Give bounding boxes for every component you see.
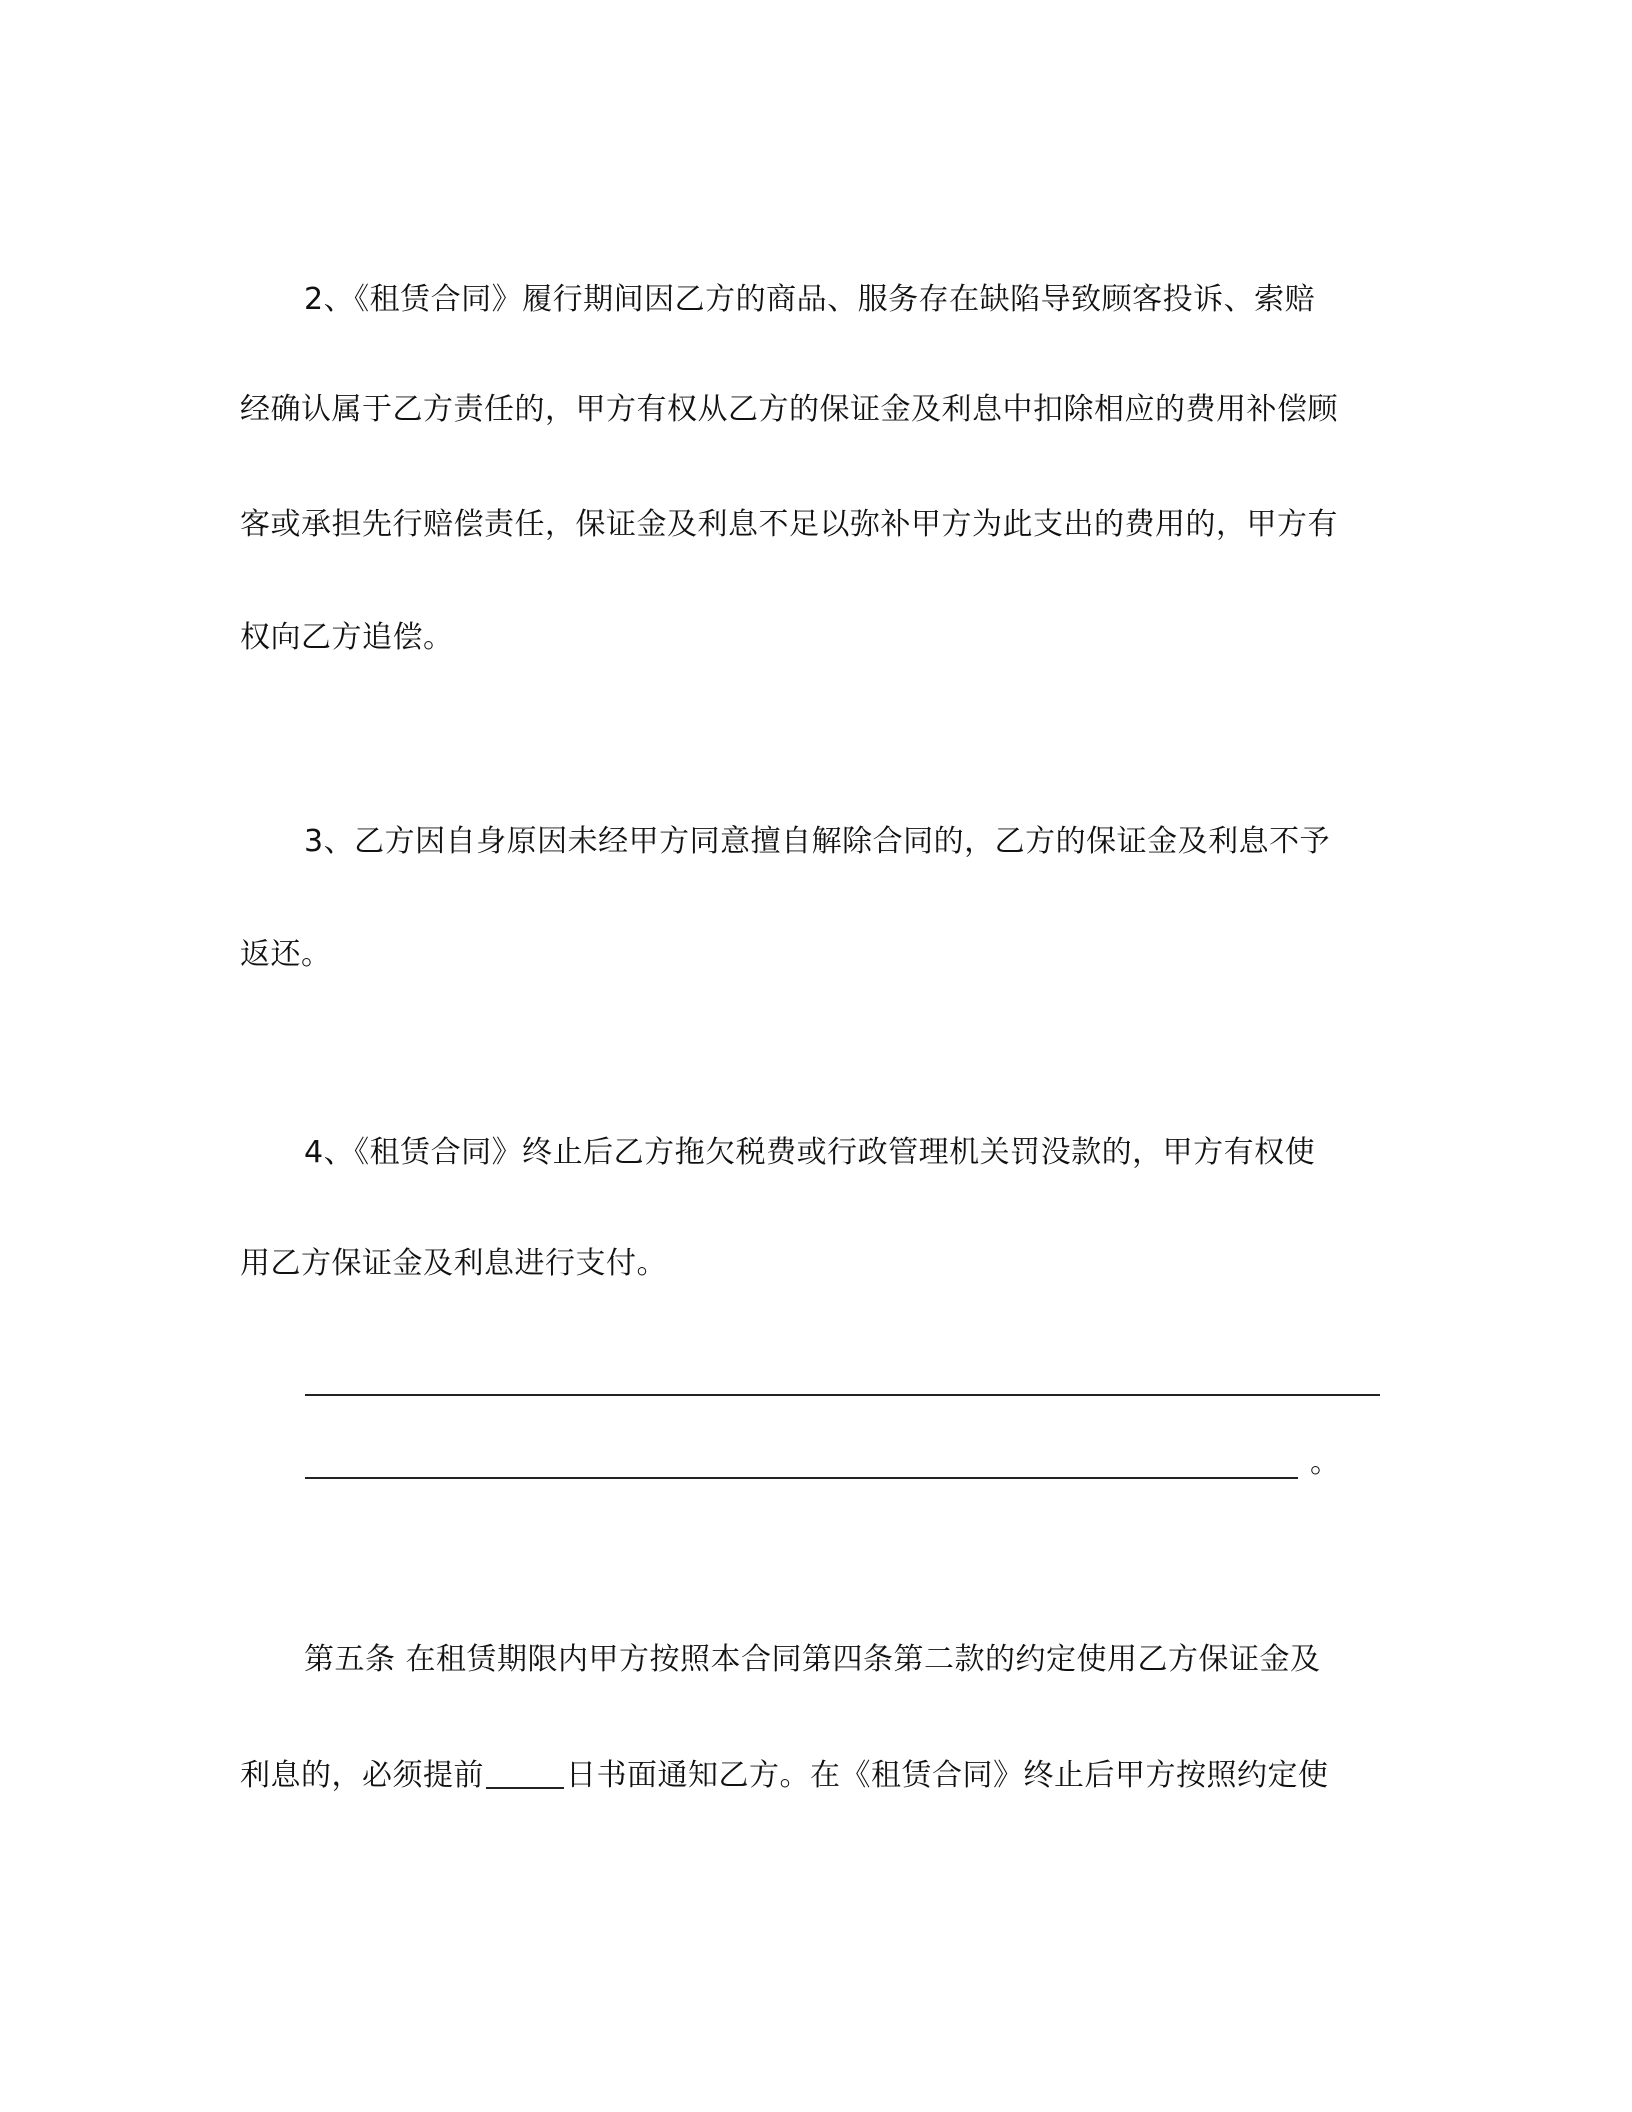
fill-in-rule-1 <box>305 1394 1380 1396</box>
clause-2-line-2: 经确认属于乙方责任的，甲方有权从乙方的保证金及利息中扣除相应的费用补偿顾 <box>240 392 1338 427</box>
clause-2-line-3: 客或承担先行赔偿责任，保证金及利息不足以弥补甲方为此支出的费用的，甲方有 <box>240 507 1338 542</box>
fill-in-rule-2 <box>305 1477 1298 1479</box>
article-5-line-2 <box>240 1753 1392 1796</box>
clause-2-line-1: 2、《租赁合同》履行期间因乙方的商品、服务存在缺陷导致顾客投诉、索赔 <box>304 282 1316 317</box>
clause-4-line-1: 4、《租赁合同》终止后乙方拖欠税费或行政管理机关罚没款的，甲方有权使 <box>304 1135 1316 1170</box>
clause-3-line-2: 返还。 <box>240 937 332 972</box>
article-5-line-2-before: 利息的，必须提前 <box>240 1758 484 1793</box>
days-blank-field[interactable] <box>486 1753 564 1789</box>
clause-4-line-2: 用乙方保证金及利息进行支付。 <box>240 1246 667 1281</box>
clause-2-line-4: 权向乙方追偿。 <box>240 620 454 655</box>
clause-3-line-1: 3、乙方因自身原因未经甲方同意擅自解除合同的，乙方的保证金及利息不予 <box>304 824 1331 859</box>
article-5-line-2-after: 日书面通知乙方。在《租赁合同》终止后甲方按照约定使 <box>566 1758 1329 1793</box>
article-5-line-1: 第五条 在租赁期限内甲方按照本合同第四条第二款的约定使用乙方保证金及 <box>304 1642 1321 1677</box>
fill-in-end-mark: 。 <box>1310 1445 1340 1480</box>
